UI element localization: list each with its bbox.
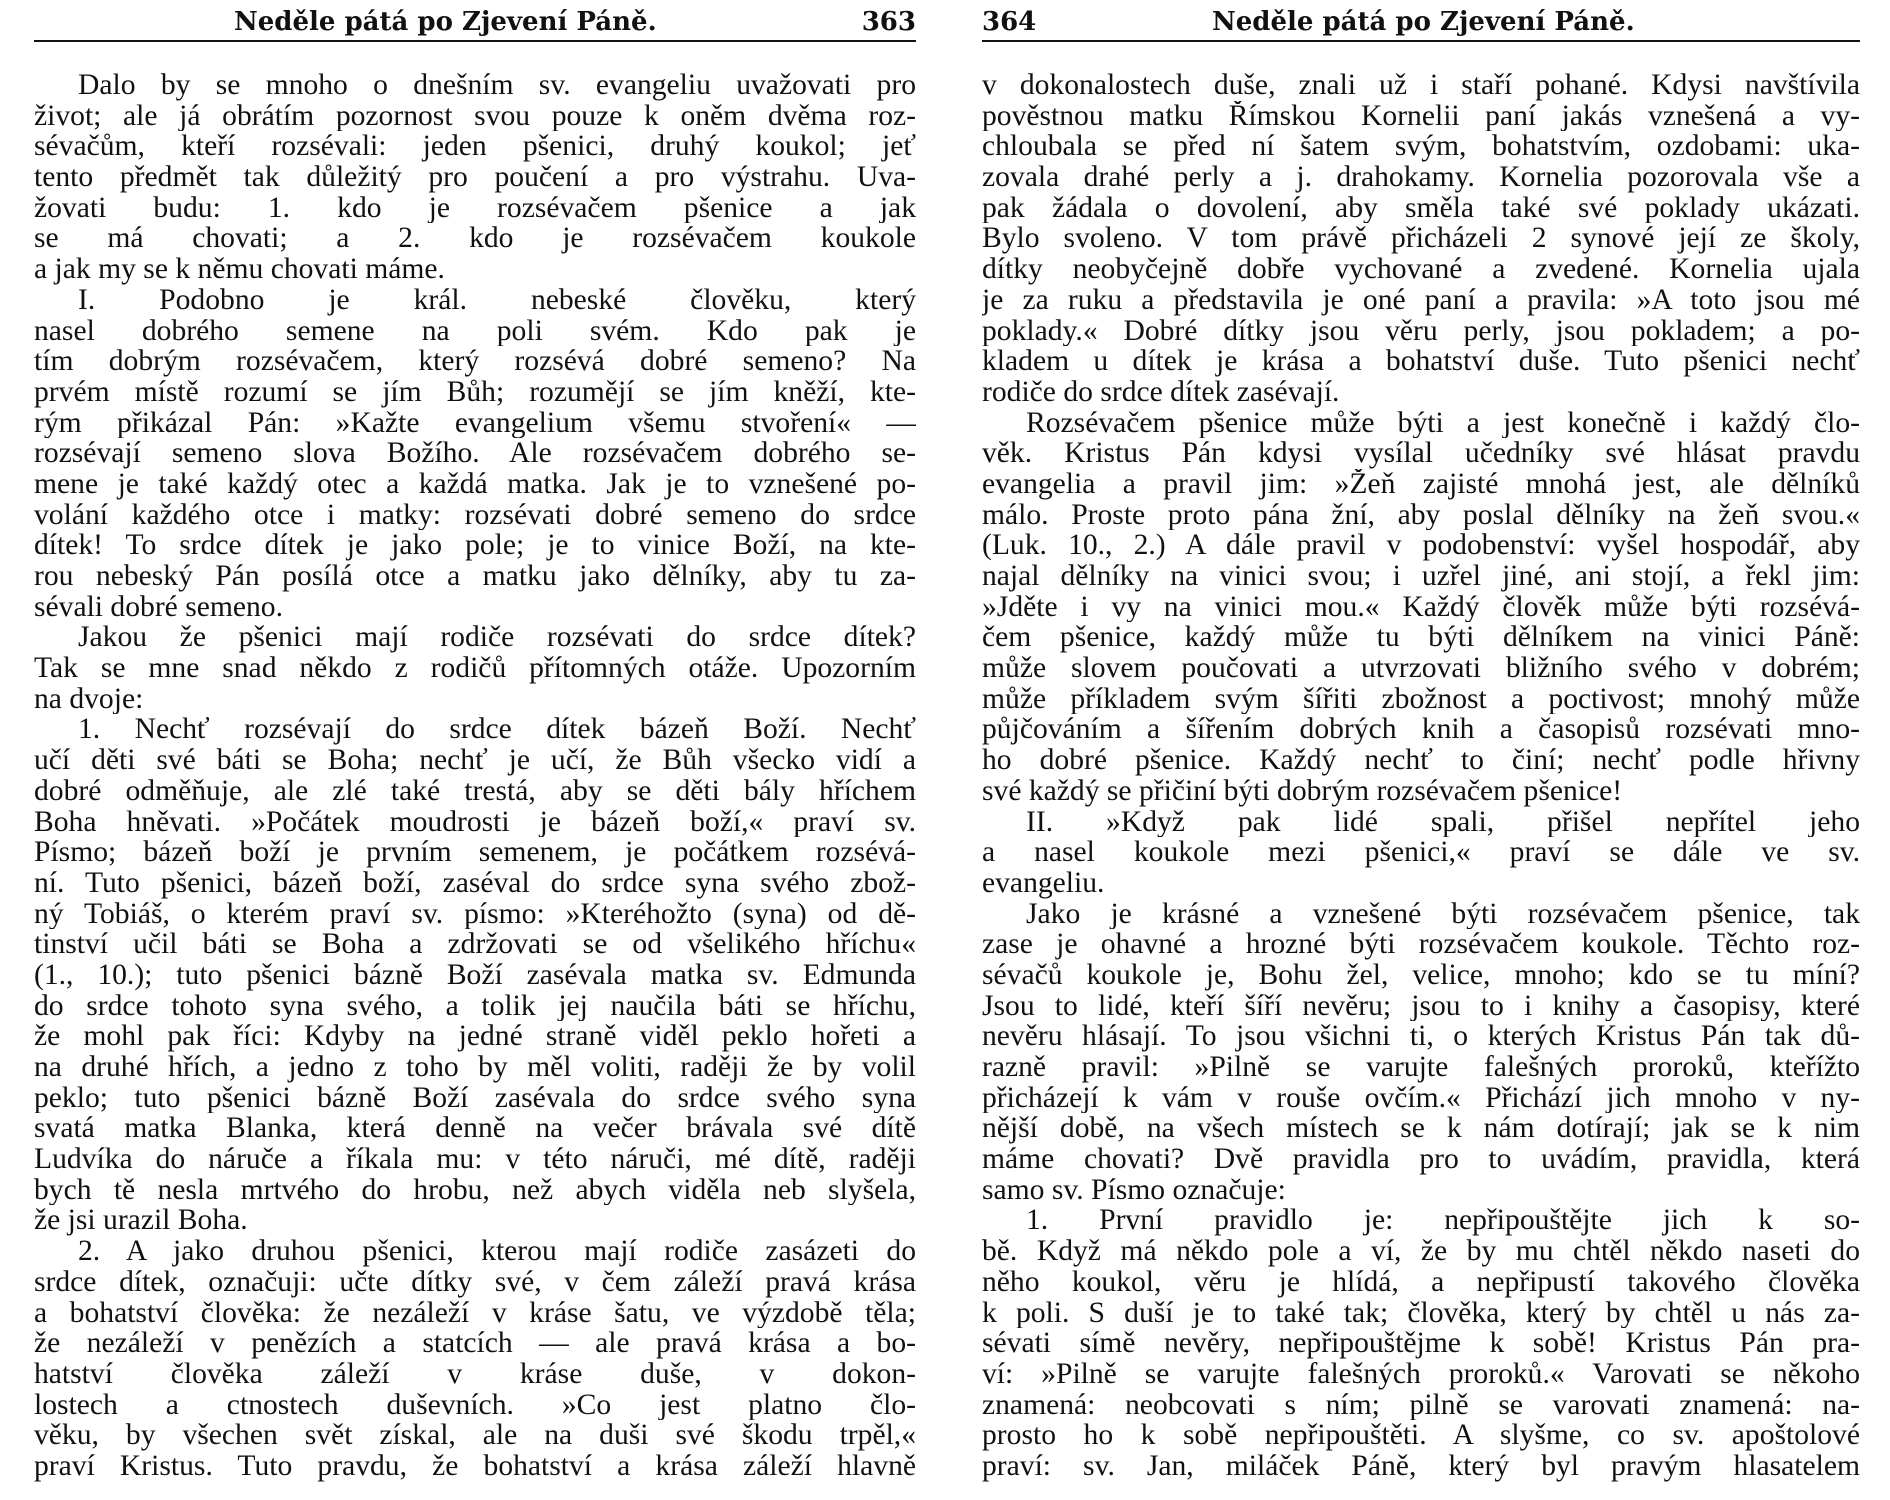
text-line: zovala drahé perly a j. drahokamy. Kornelia pozorovala vše a [982, 162, 1860, 193]
text-line: tinství učil báti se Boha a zdržovati se od všelikého hříchu« [34, 929, 916, 960]
text-line: Boha hněvati. »Počátek moudrosti je bázeň boží,« praví sv. [34, 806, 916, 838]
text-line: volání každého otce i matky: rozsévati dobré semeno do srdce [34, 499, 916, 531]
text-line: tím dobrým rozsévačem, který rozsévá dobré semeno? Na [34, 346, 916, 377]
text-line: přicházejí k vám v rouše ovčím.« Přichází jich mnoho v ny- [982, 1082, 1860, 1114]
text-line: peklo; tuto pšenici bázně Boží zasévala do srdce svého syna [34, 1082, 916, 1114]
text-line: dítky neobyčejně dobře vychované a zvedené. Kornelia ujala [982, 254, 1860, 285]
page-number: 363 [861, 7, 916, 37]
left-page [34, 0, 916, 1500]
text-line: může příkladem svým šířiti zbožnost a poctivost; mnohý může [982, 683, 1860, 715]
running-title: Neděle pátá po Zjevení Páně. [234, 7, 657, 37]
text-line: »Jděte i vy na vinici mou.« Každý člověk může býti rozsévá- [982, 591, 1860, 623]
text-line: Tak se mne snad někdo z rodičů přítomných otáže. Upozorním [34, 653, 916, 684]
text-line: sévačům, kteří rozsévali: jeden pšenici, druhý koukol; jeť [34, 131, 916, 163]
text-line: 2. A jako druhou pšenici, kterou mají rodiče zasázeti do [78, 1236, 916, 1267]
text-line: najal dělníky na vinici svou; i uzřel jiné, ani stojí, a řekl jim: [982, 561, 1860, 592]
text-line: bych tě nesla mrtvého do hrobu, než abych viděla neb slyšela, [34, 1174, 916, 1206]
text-line: evangelia a pravil jim: »Žeň zajisté mnohá jest, ale dělníků [982, 468, 1860, 500]
text-line: ný Tobiáš, o kterém praví sv. písmo: »Kteréhožto (syna) od dě- [34, 898, 916, 930]
text-line: ní. Tuto pšenici, bázeň boží, zaséval do srdce syna svého zbož- [34, 867, 916, 899]
text-line: pak žádala o dovolení, aby směla také své poklady ukázati. [982, 192, 1860, 224]
text-line: čem pšenice, každý může tu býti dělníkem na vinici Páně: [982, 622, 1860, 654]
text-line: dítek! To srdce dítek je jako pole; je to vinice Boží, na kte- [34, 530, 916, 561]
text-line: lostech a ctnostech duševních. »Co jest platno člo- [34, 1389, 916, 1421]
text-line: sévačů koukole je, Bohu žel, velice, mnoho; kdo se tu míní? [982, 959, 1860, 991]
text-line: své každý se přičiní býti dobrým rozsévačem pšenice! [982, 775, 1623, 807]
text-line: Jakou že pšenici mají rodiče rozsévati do srdce dítek? [78, 622, 916, 654]
text-line: v dokonalostech duše, znali už i staří pohané. Kdysi navštívila [982, 70, 1860, 101]
text-line: II. »Když pak lidé spali, přišel nepřítel jeho [1026, 806, 1860, 838]
text-line: a nasel koukole mezi pšenici,« praví se dále ve sv. [982, 837, 1860, 868]
text-line: kladem u dítek je krása a bohatství duše. Tuto pšenici nechť [982, 346, 1860, 377]
text-line: rozsévají semeno slova Božího. Ale rozsévačem dobrého se- [34, 438, 916, 469]
text-column [34, 70, 916, 1500]
text-line: věku, by všechen svět získal, ale na duši své škodu trpěl,« [34, 1420, 916, 1451]
text-line: prosto ho k sobě nepřipouštěti. A slyšme, co sv. apoštolové [982, 1420, 1860, 1451]
text-line: Rozsévačem pšenice může býti a jest konečně i každý člo- [1026, 407, 1860, 439]
text-line: samo sv. Písmo označuje: [982, 1174, 1286, 1206]
text-line: že nezáleží v penězích a statcích — ale pravá krása a bo- [34, 1328, 916, 1359]
text-line: bě. Když má někdo pole a ví, že by mu chtěl někdo naseti do [982, 1236, 1860, 1267]
text-line: Jako je krásné a vznešené býti rozsévačem pšenice, tak [1026, 898, 1860, 930]
text-line: (Luk. 10., 2.) A dále pravil v podobenství: vyšel hospodář, aby [982, 530, 1860, 561]
right-page [982, 0, 1860, 1500]
text-line: nasel dobrého semene na poli svém. Kdo pak je [34, 315, 916, 347]
text-line: život; ale já obrátím pozornost svou pouze k oněm dvěma roz- [34, 100, 916, 132]
text-line: 1. Nechť rozsévají do srdce dítek bázeň Boží. Nechť [78, 714, 916, 746]
text-line: svatá matka Blanka, která denně na večer brávala své dítě [34, 1113, 916, 1145]
text-line: ví: »Pilně se varujte falešných proroků.« Varovati se někoho [982, 1358, 1860, 1390]
text-line: evangeliu. [982, 867, 1105, 899]
text-line: tento předmět tak důležitý pro poučení a pro výstrahu. Uva- [34, 162, 916, 193]
text-line: (1., 10.); tuto pšenici bázně Boží zasévala matka sv. Edmunda [34, 959, 916, 991]
page-header [982, 4, 1860, 42]
text-line: nější době, na všech místech se k nám dotírají; jak se k nim [982, 1113, 1860, 1145]
text-line: Písmo; bázeň boží je prvním semenem, je počátkem rozsévá- [34, 837, 916, 868]
text-line: k poli. S duší je to také tak; člověka, který by chtěl u nás za- [982, 1297, 1860, 1329]
text-line: máme chovati? Dvě pravidla pro to uvádím, pravidla, která [982, 1144, 1860, 1175]
text-line: něho koukol, věru je hlídá, a nepřipustí takového člověka [982, 1266, 1860, 1298]
text-line: hatství člověka záleží v kráse duše, v dokon- [34, 1358, 916, 1390]
text-line: I. Podobno je král. nebeské člověku, který [78, 284, 916, 316]
text-line: a jak my se k němu chovati máme. [34, 254, 445, 285]
text-line: praví Kristus. Tuto pravdu, že bohatství a krása záleží hlavně [34, 1450, 916, 1482]
text-line: pověstnou matku Římskou Kornelii paní jakás vznešená a vy- [982, 100, 1860, 132]
running-title: Neděle pátá po Zjevení Páně. [1212, 7, 1635, 37]
text-line: znamená: neobcovati s ním; pilně se varovati znamená: na- [982, 1389, 1860, 1421]
text-line: nevěru hlásají. To jsou všichni ti, o kterých Kristus Pán tak dů- [982, 1021, 1860, 1052]
text-line: razně pravil: »Pilně se varujte falešných proroků, kteřížto [982, 1052, 1860, 1083]
page-number: 364 [982, 7, 1037, 37]
text-line: 1. První pravidlo je: nepřipouštějte jich k so- [1026, 1205, 1860, 1237]
text-line: může slovem poučovati a utvrzovati bližního svého v dobrém; [982, 653, 1860, 684]
text-line: zase je ohavné a hrozné býti rozsévačem koukole. Těchto roz- [982, 929, 1860, 960]
text-line: do srdce tohoto syna svého, a tolik jej naučila báti se hříchu, [34, 990, 916, 1022]
text-line: že mohl pak říci: Kdyby na jedné straně viděl peklo hořeti a [34, 1021, 916, 1052]
text-line: Jsou to lidé, kteří šíří nevěru; jsou to i knihy a časopisy, které [982, 990, 1860, 1022]
text-line: věk. Kristus Pán kdysi vysílal učedníky své hlásat pravdu [982, 438, 1860, 469]
text-line: ho dobré pšenice. Každý nechť to činí; nechť podle hřivny [982, 745, 1860, 776]
text-line: mene je také každý otec a každá matka. Jak je to vznešené po- [34, 468, 916, 500]
text-line: učí děti své báti se Boha; nechť je učí, že Bůh všecko vidí a [34, 745, 916, 776]
text-line: Bylo svoleno. V tom právě přicházeli 2 synové její ze školy, [982, 223, 1860, 255]
text-line: že jsi urazil Boha. [34, 1205, 248, 1237]
text-line: a bohatství člověka: že nezáleží v kráse šatu, ve výzdobě těla; [34, 1297, 916, 1329]
text-line: sévati símě nevěry, nepřipouštějme k sobě! Kristus Pán pra- [982, 1328, 1860, 1359]
text-line: půjčováním a šířením dobrých knih a časopisů rozsévati mno- [982, 714, 1860, 746]
text-line: na druhé hřích, a jedno z toho by měl voliti, raději že by volil [34, 1052, 916, 1083]
text-line: dobré odměňuje, ale zlé také trestá, aby se děti bály hříchem [34, 775, 916, 807]
text-line: prvém místě rozumí se jím Bůh; rozumějí se jím kněží, kte- [34, 376, 916, 408]
text-line: sévali dobré semeno. [34, 591, 284, 623]
text-line: chloubala se před ní šatem svým, bohatstvím, ozdobami: uka- [982, 131, 1860, 163]
text-line: rodiče do srdce dítek zasévají. [982, 376, 1340, 408]
text-line: na dvoje: [34, 683, 144, 715]
text-line: Dalo by se mnoho o dnešním sv. evangeliu uvažovati pro [78, 70, 916, 101]
text-line: poklady.« Dobré dítky jsou věru perly, jsou pokladem; a po- [982, 315, 1860, 347]
text-line: rou nebeský Pán posílá otce a matku jako dělníky, aby tu za- [34, 561, 916, 592]
page-header [34, 4, 916, 42]
text-column [982, 70, 1860, 1500]
text-line: málo. Proste proto pána žní, aby poslal dělníky na žeň svou.« [982, 499, 1860, 531]
text-line: se má chovati; a 2. kdo je rozsévačem koukole [34, 223, 916, 255]
text-line: žovati budu: 1. kdo je rozsévačem pšenice a jak [34, 192, 916, 224]
text-line: je za ruku a představila je oné paní a pravila: »A toto jsou mé [982, 284, 1860, 316]
text-line: praví: sv. Jan, miláček Páně, který byl pravým hlasatelem [982, 1450, 1860, 1482]
text-line: srdce dítek, označuji: učte dítky své, v čem záleží pravá krása [34, 1266, 916, 1298]
text-line: Ludvíka do náruče a říkala mu: v této náruči, mé dítě, raději [34, 1144, 916, 1175]
text-line: rým přikázal Pán: »Kažte evangelium všemu stvoření« — [34, 407, 916, 439]
